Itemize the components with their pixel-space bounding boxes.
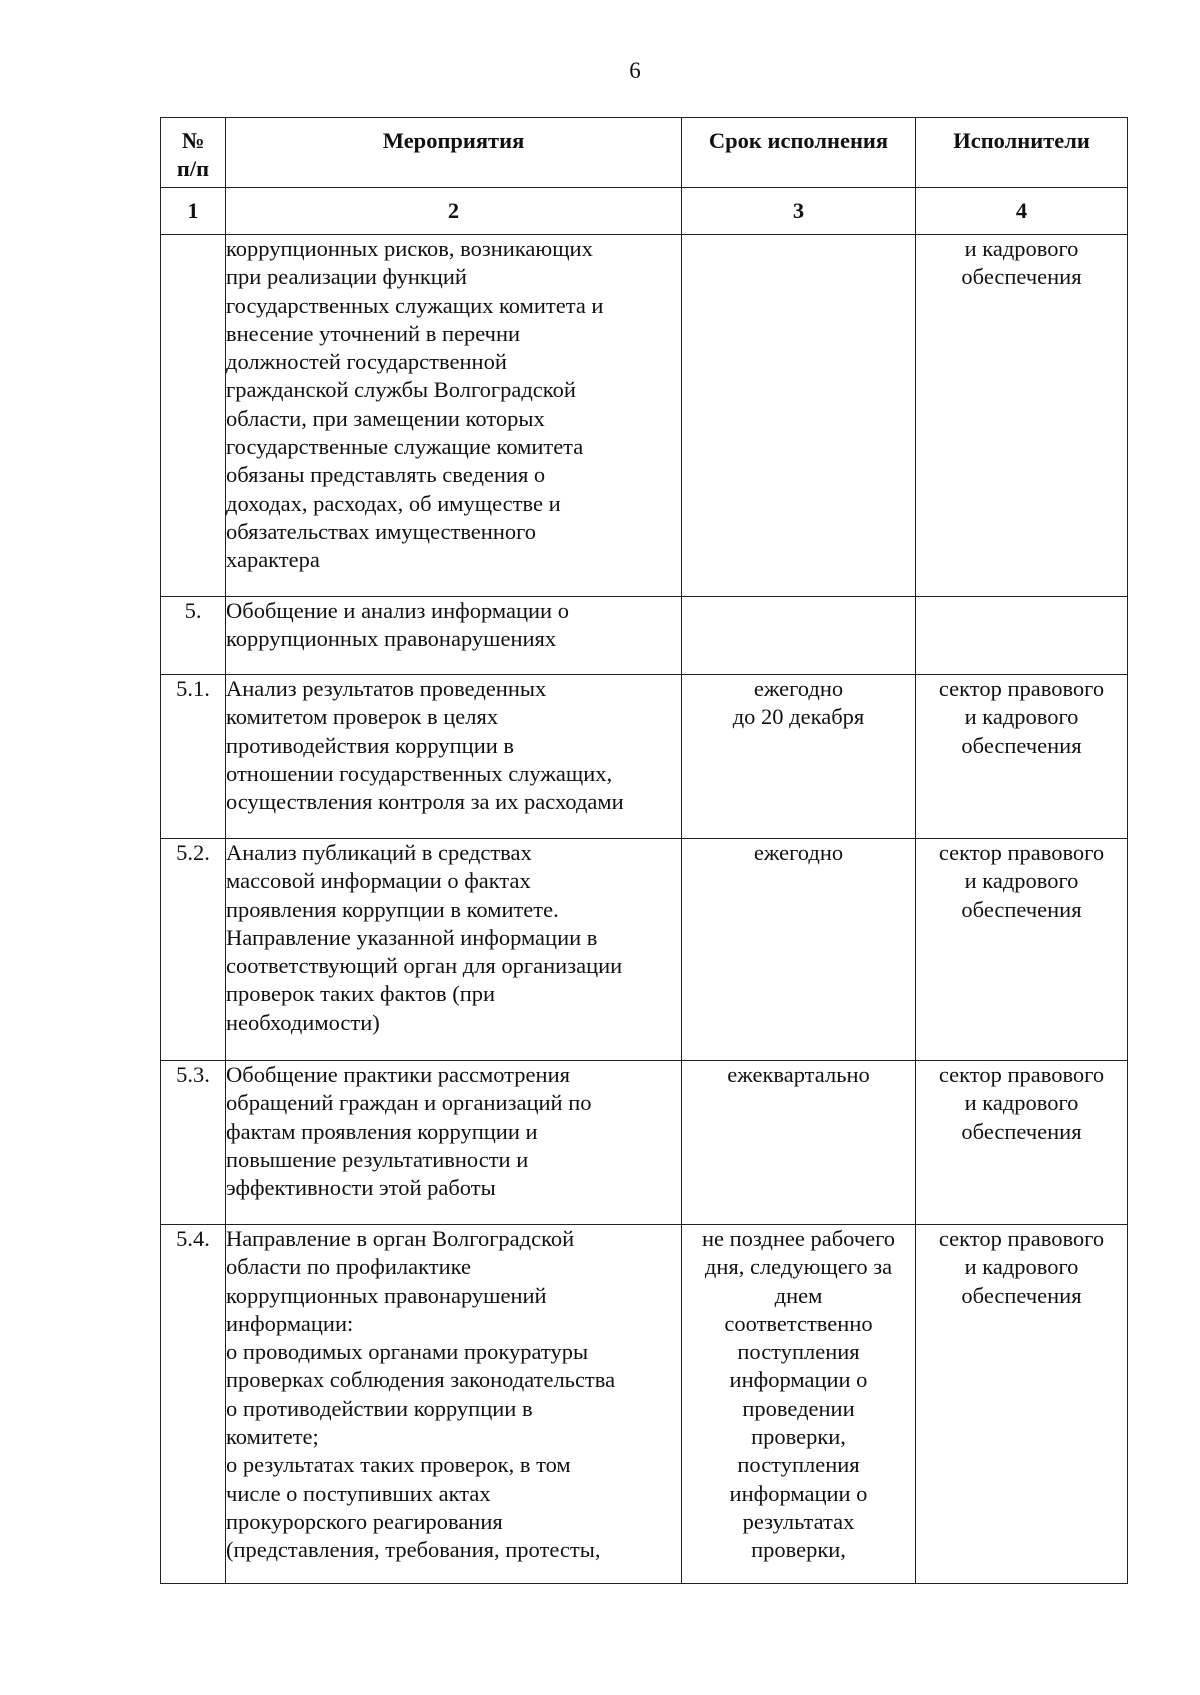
table-row	[161, 839, 1128, 1061]
table-header-row	[161, 118, 1128, 188]
column-number: 4	[916, 188, 1128, 235]
deadline-cell-line: информации о	[729, 1480, 868, 1506]
column-number-row	[161, 188, 1128, 235]
activity-cell	[226, 1061, 682, 1225]
table-row	[161, 675, 1128, 839]
activity-cell-line: характера	[226, 547, 320, 573]
activity-cell-line: должностей государственной	[226, 349, 507, 375]
deadline-cell-line: ежеквартально	[727, 1062, 870, 1087]
activity-cell-line: при реализации функций	[226, 264, 467, 290]
executors-cell	[916, 839, 1128, 1061]
activity-cell-line: коррупционных правонарушений	[226, 1282, 547, 1308]
executors-cell-line: сектор правового	[938, 1062, 1105, 1087]
header-executors: Исполнители	[916, 118, 1128, 188]
deadline-cell-line: результатах	[742, 1508, 855, 1534]
activity-cell-line: обязаны представлять сведения о	[226, 462, 546, 488]
activity-cell	[226, 1225, 682, 1584]
activity-cell-line: проверок таких фактов (при	[226, 981, 496, 1007]
activity-cell-line: государственных служащих комитета и	[226, 292, 604, 318]
executors-cell	[916, 235, 1128, 597]
activity-cell-line: обязательствах имущественного	[226, 518, 537, 544]
deadline-cell-line: проверки,	[751, 1537, 846, 1563]
executors-cell-line: и кадрового	[964, 868, 1079, 894]
executors-cell	[916, 1225, 1128, 1584]
deadline-cell-line: поступления	[737, 1452, 860, 1478]
deadline-cell-line: проверки,	[751, 1424, 846, 1450]
deadline-cell-line: информации о	[729, 1367, 868, 1393]
activity-cell-line: проверках соблюдения законодательства	[226, 1367, 616, 1393]
activity-cell-line: Анализ публикаций в средствах	[226, 840, 532, 865]
deadline-cell-line: ежегодно	[753, 676, 844, 701]
activity-cell-line: числе о поступивших актах	[226, 1480, 491, 1506]
activity-cell-line: о противодействии коррупции в	[226, 1395, 533, 1421]
header-num-line: п/п	[176, 156, 210, 182]
activity-cell-line: информации:	[226, 1310, 354, 1336]
activity-cell-line: эффективности этой работы	[226, 1175, 496, 1201]
deadline-cell	[682, 1225, 916, 1584]
executors-cell-line: и кадрового	[964, 704, 1079, 730]
activity-cell-line: фактам проявления коррупции и	[226, 1118, 538, 1144]
activity-cell-line: Обобщение и анализ информации о	[226, 598, 569, 623]
activity-cell	[226, 597, 682, 675]
activity-cell-line: коррупционных правонарушениях	[226, 626, 557, 652]
executors-cell-line: обеспечения	[961, 732, 1082, 758]
header-deadline: Срок исполнения	[682, 118, 916, 188]
row-number: 5.2.	[161, 839, 226, 1061]
row-number: 5.3.	[161, 1061, 226, 1225]
activity-cell-line: (представления, требования, протесты,	[226, 1537, 601, 1563]
activity-cell-line: государственные служащие комитета	[226, 434, 584, 460]
row-number	[161, 235, 226, 597]
column-number: 2	[226, 188, 682, 235]
executors-cell-line: и кадрового	[964, 1090, 1079, 1116]
deadline-cell	[682, 235, 916, 597]
column-number: 3	[682, 188, 916, 235]
activity-cell	[226, 675, 682, 839]
executors-cell-line: обеспечения	[961, 1118, 1082, 1144]
activity-cell-line: необходимости)	[226, 1009, 380, 1035]
executors-cell-line: и кадрового	[964, 1254, 1079, 1280]
deadline-cell	[682, 675, 916, 839]
executors-cell-line: обеспечения	[961, 896, 1082, 922]
activity-cell-line: коррупционных рисков, возникающих	[226, 236, 593, 261]
activity-cell-line: Обобщение практики рассмотрения	[226, 1062, 570, 1087]
activity-cell-line: повышение результативности и	[226, 1146, 529, 1172]
deadline-cell-line: соответственно	[724, 1310, 873, 1336]
executors-cell	[916, 675, 1128, 839]
row-number: 5.1.	[161, 675, 226, 839]
activity-cell-line: комитете;	[226, 1424, 319, 1450]
deadline-cell-line: не позднее рабочего	[701, 1226, 896, 1251]
deadline-cell-line: проведении	[742, 1395, 855, 1421]
activity-cell-line: Анализ результатов проведенных	[226, 676, 547, 701]
activity-cell	[226, 839, 682, 1061]
deadline-cell	[682, 839, 916, 1061]
deadline-cell	[682, 597, 916, 675]
activity-cell-line: Направление в орган Волгоградской	[226, 1226, 575, 1251]
executors-cell-line: сектор правового	[938, 1226, 1105, 1251]
activity-cell-line: о проводимых органами прокуратуры	[226, 1339, 589, 1365]
table-row	[161, 597, 1128, 675]
header-num-line: №	[181, 128, 205, 153]
deadline-cell-line: поступления	[737, 1339, 860, 1365]
activity-cell-line: внесение уточнений в перечни	[226, 320, 521, 346]
header-num	[161, 118, 226, 188]
activity-cell-line: области, при замещении которых	[226, 405, 545, 431]
table-row	[161, 1061, 1128, 1225]
table-row	[161, 1225, 1128, 1584]
activity-cell-line: соответствующий орган для организации	[226, 953, 623, 979]
activity-cell-line: проявления коррупции в комитете.	[226, 896, 559, 922]
activity-cell-line: комитетом проверок в целях	[226, 704, 499, 730]
executors-cell-line: обеспечения	[961, 1282, 1082, 1308]
action-plan-table	[160, 117, 1128, 1584]
activity-cell	[226, 235, 682, 597]
activity-cell-line: массовой информации о фактах	[226, 868, 531, 894]
activity-cell-line: доходах, расходах, об имуществе и	[226, 490, 561, 516]
deadline-cell-line: днем	[774, 1282, 823, 1308]
table-row	[161, 235, 1128, 597]
executors-cell-line: сектор правового	[938, 676, 1105, 701]
column-number: 1	[161, 188, 226, 235]
activity-cell-line: обращений граждан и организаций по	[226, 1090, 592, 1116]
row-number: 5.	[161, 597, 226, 675]
deadline-cell	[682, 1061, 916, 1225]
executors-cell-line: обеспечения	[961, 264, 1082, 290]
activity-cell-line: отношении государственных служащих,	[226, 760, 613, 786]
activity-cell-line: гражданской службы Волгоградской	[226, 377, 576, 403]
activity-cell-line: Направление указанной информации в	[226, 924, 598, 950]
deadline-cell-line: до 20 декабря	[732, 704, 865, 730]
activity-cell-line: о результатах таких проверок, в том	[226, 1452, 571, 1478]
executors-cell-line: сектор правового	[938, 840, 1105, 865]
executors-cell	[916, 597, 1128, 675]
header-activities: Мероприятия	[226, 118, 682, 188]
activity-cell-line: противодействия коррупции в	[226, 732, 515, 758]
executors-cell-line: и кадрового	[964, 236, 1079, 261]
deadline-cell-line: ежегодно	[753, 840, 844, 865]
activity-cell-line: прокурорского реагирования	[226, 1508, 503, 1534]
executors-cell	[916, 1061, 1128, 1225]
row-number: 5.4.	[161, 1225, 226, 1584]
activity-cell-line: области по профилактике	[226, 1254, 471, 1280]
activity-cell-line: осуществления контроля за их расходами	[226, 789, 624, 815]
page-number: 6	[629, 58, 641, 83]
deadline-cell-line: дня, следующего за	[704, 1254, 893, 1280]
